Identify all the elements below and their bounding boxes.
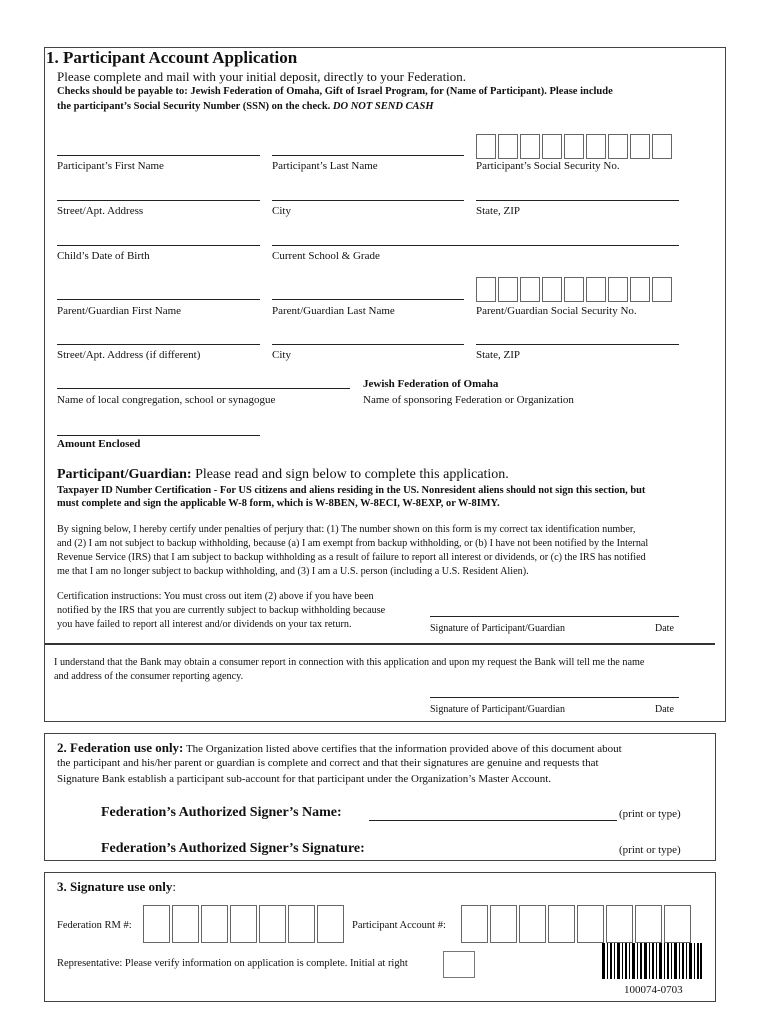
signer-name-field[interactable] — [369, 820, 617, 821]
amount-enclosed-field[interactable] — [57, 435, 260, 436]
sponsor-value: Jewish Federation of Omaha — [363, 378, 499, 390]
signer-name-hint: (print or type) — [619, 808, 681, 820]
signature-field-2[interactable] — [430, 697, 679, 698]
section-2-title: 2. Federation use only: — [57, 740, 184, 755]
taxpayer-line1: Taxpayer ID Number Certification - For US citizens and aliens residing in the US. Nonresident aliens should not sign this section, but — [57, 485, 646, 496]
section-3-heading — [57, 879, 176, 895]
section-1-title: 1. Participant Account Application — [46, 48, 298, 67]
section-2-text-line1 — [57, 740, 622, 756]
taxpayer-line2: must complete and sign the applicable W-8 form, which is W-8BEN, W-8ECI, W-8EXP, or W-8IMY. — [57, 498, 500, 509]
signature-label-2: Signature of Participant/Guardian — [430, 704, 565, 715]
date-label-2: Date — [655, 704, 674, 715]
participant-ssn-label: Participant’s Social Security No. — [476, 160, 620, 172]
participant-guardian-heading-bold: Participant/Guardian: — [57, 467, 192, 482]
state-zip2-field[interactable] — [476, 344, 679, 345]
participant-last-name-field[interactable] — [272, 155, 464, 156]
street2-field[interactable] — [57, 344, 260, 345]
participant-guardian-heading — [57, 467, 509, 483]
section-1-divider — [45, 643, 715, 645]
section-2-text-1: The Organization listed above certifies that the information provided above of this document about — [183, 743, 622, 755]
participant-first-name-label: Participant’s First Name — [57, 160, 164, 172]
instr-line3: you have failed to report all interest and/or dividends on your tax return. — [57, 619, 352, 630]
parent-ssn-label: Parent/Guardian Social Security No. — [476, 305, 637, 317]
city2-label: City — [272, 349, 291, 361]
instr-line2: notified by the IRS that you are currently subject to backup withholding because — [57, 605, 386, 616]
checks-payable-line2 — [57, 101, 434, 112]
section-3-title: 3. Signature use only — [57, 879, 173, 894]
congregation-label: Name of local congregation, school or synagogue — [57, 394, 276, 406]
parent-first-name-label: Parent/Guardian First Name — [57, 305, 182, 317]
form-number: 100074-0703 — [624, 984, 683, 996]
city2-field[interactable] — [272, 344, 464, 345]
city1-label: City — [272, 205, 291, 217]
cert-line4: me that I am no longer subject to backup withholding, and (3) I am a U.S. person (including a U.S. Resident Alien). — [57, 566, 529, 577]
state-zip1-label: State, ZIP — [476, 205, 520, 217]
consumer-line1: I understand that the Bank may obtain a consumer report in connection with this application and upon my request the Bank will tell me the name — [54, 657, 645, 668]
cert-line1: By signing below, I hereby certify under penalties of perjury that: (1) The number shown on this form is my correct tax identification number, — [57, 524, 636, 535]
congregation-field[interactable] — [57, 388, 350, 389]
do-not-send-cash: DO NOT SEND CASH — [332, 101, 434, 112]
participant-first-name-field[interactable] — [57, 155, 260, 156]
sponsor-label: Name of sponsoring Federation or Organization — [363, 394, 574, 406]
street1-label: Street/Apt. Address — [57, 205, 144, 217]
section-2-text-line2: the participant and his/her parent or guardian is complete and correct and that their signatures are genuine and requests that — [57, 757, 599, 769]
parent-last-name-field[interactable] — [272, 299, 464, 300]
cert-line3: Revenue Service (IRS) that I am subject to backup withholding as a result of failure to report all interest or dividends, or (c) the IRS has notified — [57, 552, 646, 563]
date-label: Date — [655, 623, 674, 634]
barcode-icon — [602, 943, 702, 979]
checks-payable-line1: Checks should be payable to: Jewish Federation of Omaha, Gift of Israel Program, for (Name of Participant). Please include — [57, 86, 613, 97]
participant-guardian-heading-text: Please read and sign below to complete this application. — [191, 467, 509, 482]
rm-label: Federation RM #: — [57, 920, 132, 931]
initial-box[interactable] — [443, 951, 475, 978]
child-dob-label: Child’s Date of Birth — [57, 250, 150, 262]
checks-payable-line2-text: the participant’s Social Security Number (SSN) on the check. — [57, 101, 331, 112]
instr-line1: Certification instructions: You must cross out item (2) above if you have been — [57, 591, 374, 602]
signature-field[interactable] — [430, 616, 679, 617]
street1-field[interactable] — [57, 200, 260, 201]
section-1-intro: Please complete and mail with your initial deposit, directly to your Federation. — [57, 69, 467, 84]
school-grade-field[interactable] — [272, 245, 679, 246]
signer-name-label: Federation’s Authorized Signer’s Name: — [101, 805, 342, 820]
city1-field[interactable] — [272, 200, 464, 201]
signer-sig-hint: (print or type) — [619, 844, 681, 856]
state-zip1-field[interactable] — [476, 200, 679, 201]
school-grade-label: Current School & Grade — [272, 250, 380, 262]
child-dob-field[interactable] — [57, 245, 260, 246]
consumer-line2: and address of the consumer reporting agency. — [54, 671, 244, 682]
parent-first-name-field[interactable] — [57, 299, 260, 300]
state-zip2-label: State, ZIP — [476, 349, 520, 361]
section-2-text-line3: Signature Bank establish a participant sub-account for that participant under the Organization’s Master Account. — [57, 773, 552, 785]
signer-sig-label: Federation’s Authorized Signer’s Signature: — [101, 841, 365, 856]
amount-enclosed-label: Amount Enclosed — [57, 438, 141, 450]
participant-last-name-label: Participant’s Last Name — [272, 160, 378, 172]
section-3-title-colon: : — [172, 879, 176, 894]
street2-label: Street/Apt. Address (if different) — [57, 349, 201, 361]
account-label: Participant Account #: — [352, 920, 446, 931]
signature-label: Signature of Participant/Guardian — [430, 623, 565, 634]
parent-last-name-label: Parent/Guardian Last Name — [272, 305, 395, 317]
cert-line2: and (2) I am not subject to backup withholding, because (a) I am exempt from backup withholding, or (b) I have not been notified by the Internal — [57, 538, 649, 549]
verify-text: Representative: Please verify information on application is complete. Initial at right — [57, 958, 408, 969]
